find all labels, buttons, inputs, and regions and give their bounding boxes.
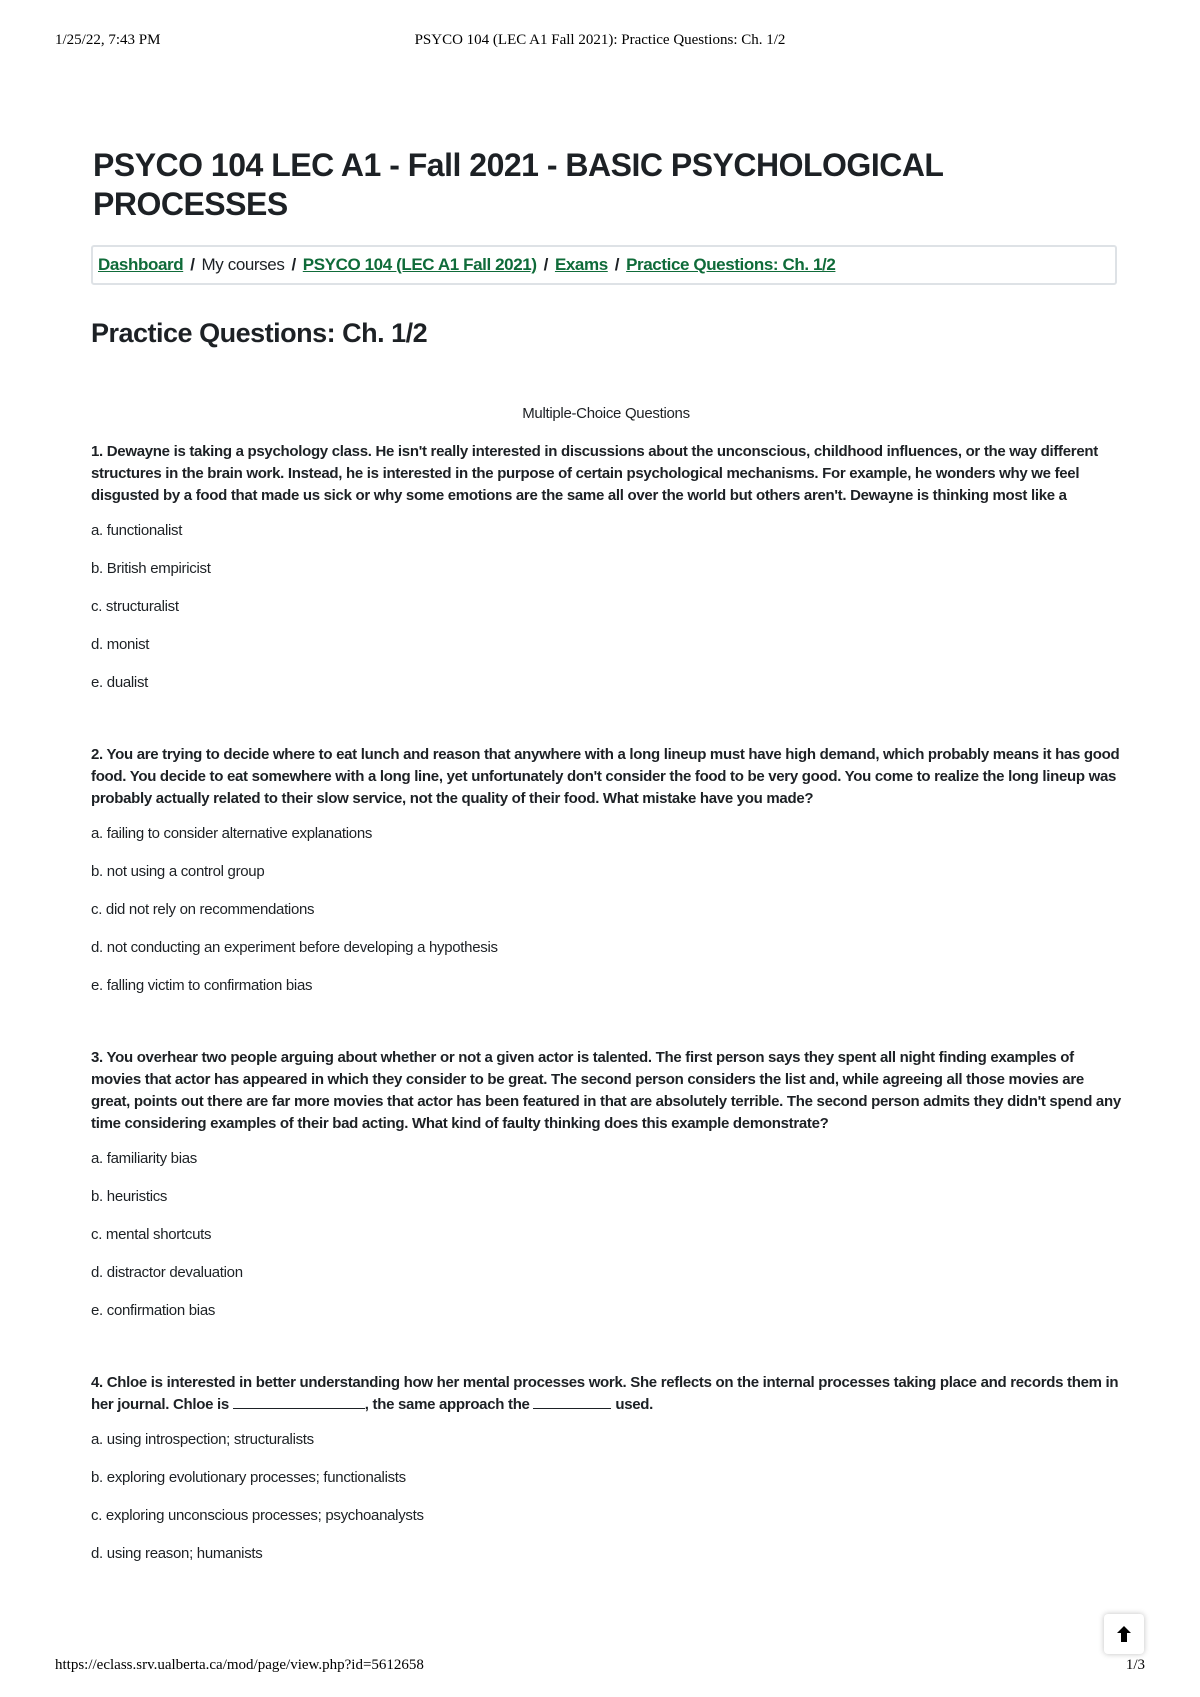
page-content — [91, 405, 1121, 1615]
answer-option: c. exploring unconscious processes; psychoanalysts — [91, 1507, 424, 1524]
print-date: 1/25/22, 7:43 PM — [55, 32, 161, 48]
question-block-1 — [91, 441, 1121, 694]
answer-option: c. did not rely on recommendations — [91, 901, 315, 918]
breadcrumb-separator: / — [190, 255, 195, 274]
answer-blank — [533, 1394, 611, 1409]
answer-option: a. familiarity bias — [91, 1150, 198, 1167]
back-to-top-button[interactable] — [1104, 1614, 1144, 1654]
answer-option: b. British empiricist — [91, 560, 211, 577]
print-page-number: 1/3 — [1125, 1657, 1145, 1673]
answer-option: d. distractor devaluation — [91, 1264, 243, 1281]
breadcrumb-separator: / — [291, 255, 296, 274]
breadcrumb-current-page-link[interactable]: Practice Questions: Ch. 1/2 — [626, 255, 836, 274]
breadcrumb-exams-link[interactable]: Exams — [554, 255, 608, 274]
question-text: 3. You overhear two people arguing about whether or not a given actor is talented. The first person says they spent all night finding examples of movies that actor has appeared in which they consider to be great. The second person considers the list and, while agreeing all those movies are great, points out there are far more movies that actor has been featured in that are absolutely terrible. The second person admits they didn't spend any time considering examples of their bad acting. What kind of faulty thinking does this example demonstrate? — [91, 1049, 1121, 1132]
print-header — [55, 32, 1145, 52]
answer-option: e. dualist — [91, 674, 149, 691]
question-block-2 — [91, 744, 1121, 997]
answer-option: d. not conducting an experiment before developing a hypothesis — [91, 939, 498, 956]
question-text: 1. Dewayne is taking a psychology class. He isn't really interested in discussions about the unconscious, childhood influences, or the way different structures in the brain work. Instead, he is interested in the purpose of certain psychological mechanisms. For example, he wonders why we feel disgusted by a food that made us sick or why some emotions are the same all over the world but others aren't. Dewayne is thinking most like a — [91, 443, 1098, 504]
section-heading: Multiple-Choice Questions — [522, 405, 690, 422]
answer-option: e. falling victim to confirmation bias — [91, 977, 313, 994]
answer-option: c. structuralist — [91, 598, 179, 615]
question-block-3 — [91, 1047, 1121, 1322]
breadcrumb-separator: / — [543, 255, 548, 274]
answer-option: b. not using a control group — [91, 863, 265, 880]
answer-option: e. confirmation bias — [91, 1302, 216, 1319]
question-text: 2. You are trying to decide where to eat lunch and reason that anywhere with a long lineup must have high demand, which probably means it has good food. You decide to eat somewhere with a long line, yet unfortunately don't consider the food to be very good. You come to realize the long lineup was probably actually related to their slow service, not the quality of their food. What mistake have you made? — [91, 746, 1120, 807]
print-url: https://eclass.srv.ualberta.ca/mod/page/view.php?id=5612658 — [55, 1657, 424, 1673]
answer-option: d. monist — [91, 636, 150, 653]
question-text — [91, 1372, 1121, 1416]
breadcrumb-my-courses: My courses — [201, 255, 285, 274]
answer-option: b. heuristics — [91, 1188, 168, 1205]
breadcrumb — [91, 245, 1117, 285]
question-text-part: , the same approach the — [364, 1396, 530, 1413]
answer-option: d. using reason; humanists — [91, 1545, 263, 1562]
answer-option: a. using introspection; structuralists — [91, 1431, 314, 1448]
print-page-title: PSYCO 104 (LEC A1 Fall 2021): Practice Questions: Ch. 1/2 — [414, 32, 786, 48]
breadcrumb-dashboard-link[interactable]: Dashboard — [98, 255, 184, 274]
breadcrumb-course-link[interactable]: PSYCO 104 (LEC A1 Fall 2021) — [302, 255, 537, 274]
page-title: Practice Questions: Ch. 1/2 — [91, 318, 428, 348]
print-footer — [55, 1657, 1145, 1677]
course-title: PSYCO 104 LEC A1 - Fall 2021 - BASIC PSYCHOLOGICAL PROCESSES — [93, 147, 943, 222]
arrow-up-icon — [1116, 1625, 1132, 1643]
question-text-part: 4. Chloe is interested in better understanding how her mental processes work. She reflects on the internal processes taking place and records them in her journal. Chloe is — [91, 1374, 1119, 1413]
breadcrumb-separator: / — [614, 255, 620, 274]
answer-option: a. failing to consider alternative explanations — [91, 825, 373, 842]
answer-option: b. exploring evolutionary processes; functionalists — [91, 1469, 406, 1486]
answer-option: c. mental shortcuts — [91, 1226, 212, 1243]
question-block-4 — [91, 1372, 1121, 1565]
answer-option: a. functionalist — [91, 522, 183, 539]
question-text-part: used. — [615, 1396, 654, 1413]
answer-blank — [233, 1394, 365, 1409]
